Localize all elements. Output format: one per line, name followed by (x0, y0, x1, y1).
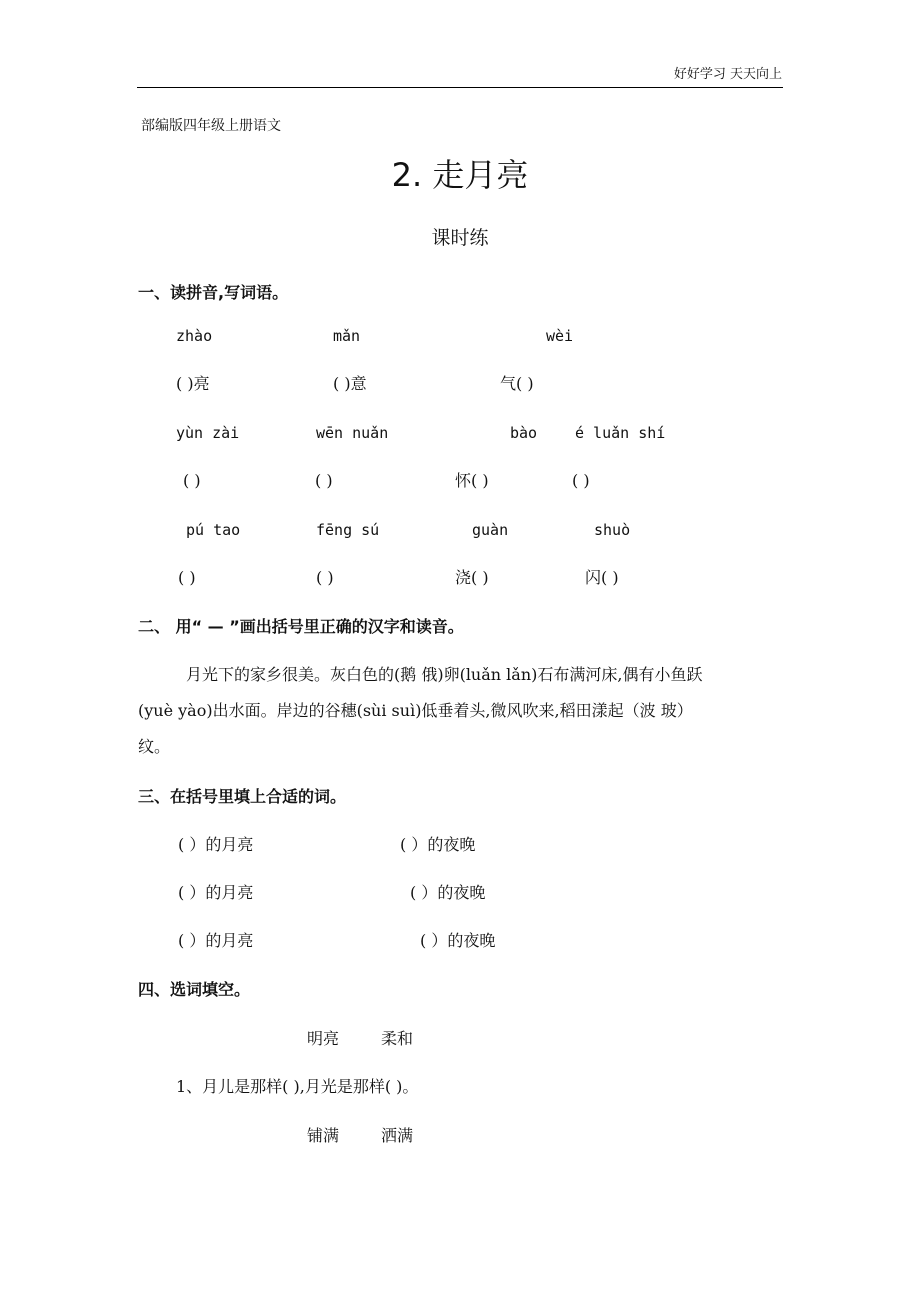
answer-blank[interactable]: 怀( ) (455, 471, 489, 490)
section4-heading: 四、选词填空。 (138, 980, 251, 999)
answer-blank[interactable]: ( ) (315, 471, 333, 490)
fill-blank[interactable]: ( ）的夜晚 (410, 883, 486, 902)
pinyin: wèi (546, 327, 574, 345)
fill-blank[interactable]: ( ）的月亮 (178, 883, 254, 902)
header-motto: 好好学习 天天向上 (673, 67, 782, 82)
pinyin: bào (510, 424, 538, 442)
question-1[interactable]: 1、月儿是那样( ),月光是那样( )。 (176, 1077, 419, 1096)
word-choice: 明亮 (307, 1029, 340, 1048)
answer-blank[interactable]: 浇( ) (455, 568, 489, 587)
pinyin: pú tao (186, 521, 241, 539)
section1-heading: 一、读拼音,写词语。 (138, 283, 289, 302)
pinyin: zhào (176, 327, 213, 345)
pinyin: guàn (472, 521, 509, 539)
paragraph-line: 月光下的家乡很美。灰白色的(鹅 俄)卵(luǎn lǎn)石布满河床,偶有小鱼跃 (186, 665, 703, 684)
paragraph-line: 纹。 (138, 737, 171, 756)
pinyin: yùn zài (176, 424, 240, 442)
page-title: 2. 走月亮 (391, 156, 529, 194)
answer-blank[interactable]: ( ) (178, 568, 196, 587)
header-rule (137, 87, 783, 88)
fill-blank[interactable]: ( ）的月亮 (178, 835, 254, 854)
paragraph-line: (yuè yào)出水面。岸边的谷穗(sùi suì)低垂着头,微风吹来,稻田漾起（波 玻） (138, 701, 693, 720)
answer-blank[interactable]: 气( ) (500, 374, 534, 393)
fill-blank[interactable]: ( ）的夜晚 (420, 931, 496, 950)
word-choice: 铺满 (307, 1126, 340, 1145)
fill-blank[interactable]: ( ）的月亮 (178, 931, 254, 950)
answer-blank[interactable]: ( )亮 (176, 374, 210, 393)
pinyin: mǎn (333, 327, 361, 345)
answer-blank[interactable]: 闪( ) (585, 568, 619, 587)
pinyin: é luǎn shí (575, 424, 666, 442)
answer-blank[interactable]: ( ) (183, 471, 201, 490)
pinyin: shuò (594, 521, 631, 539)
word-choice: 柔和 (381, 1029, 414, 1048)
pinyin: fēng sú (316, 521, 380, 539)
fill-blank[interactable]: ( ）的夜晚 (400, 835, 476, 854)
word-choice: 洒满 (381, 1126, 414, 1145)
answer-blank[interactable]: ( ) (572, 471, 590, 490)
answer-blank[interactable]: ( ) (316, 568, 334, 587)
pinyin: wēn nuǎn (316, 424, 389, 442)
subject-label: 部编版四年级上册语文 (141, 118, 281, 134)
answer-blank[interactable]: ( )意 (333, 374, 367, 393)
section2-heading: 二、 用“ — ”画出括号里正确的汉字和读音。 (138, 617, 464, 636)
section3-heading: 三、在括号里填上合适的词。 (138, 787, 347, 806)
page-subtitle: 课时练 (431, 227, 489, 249)
